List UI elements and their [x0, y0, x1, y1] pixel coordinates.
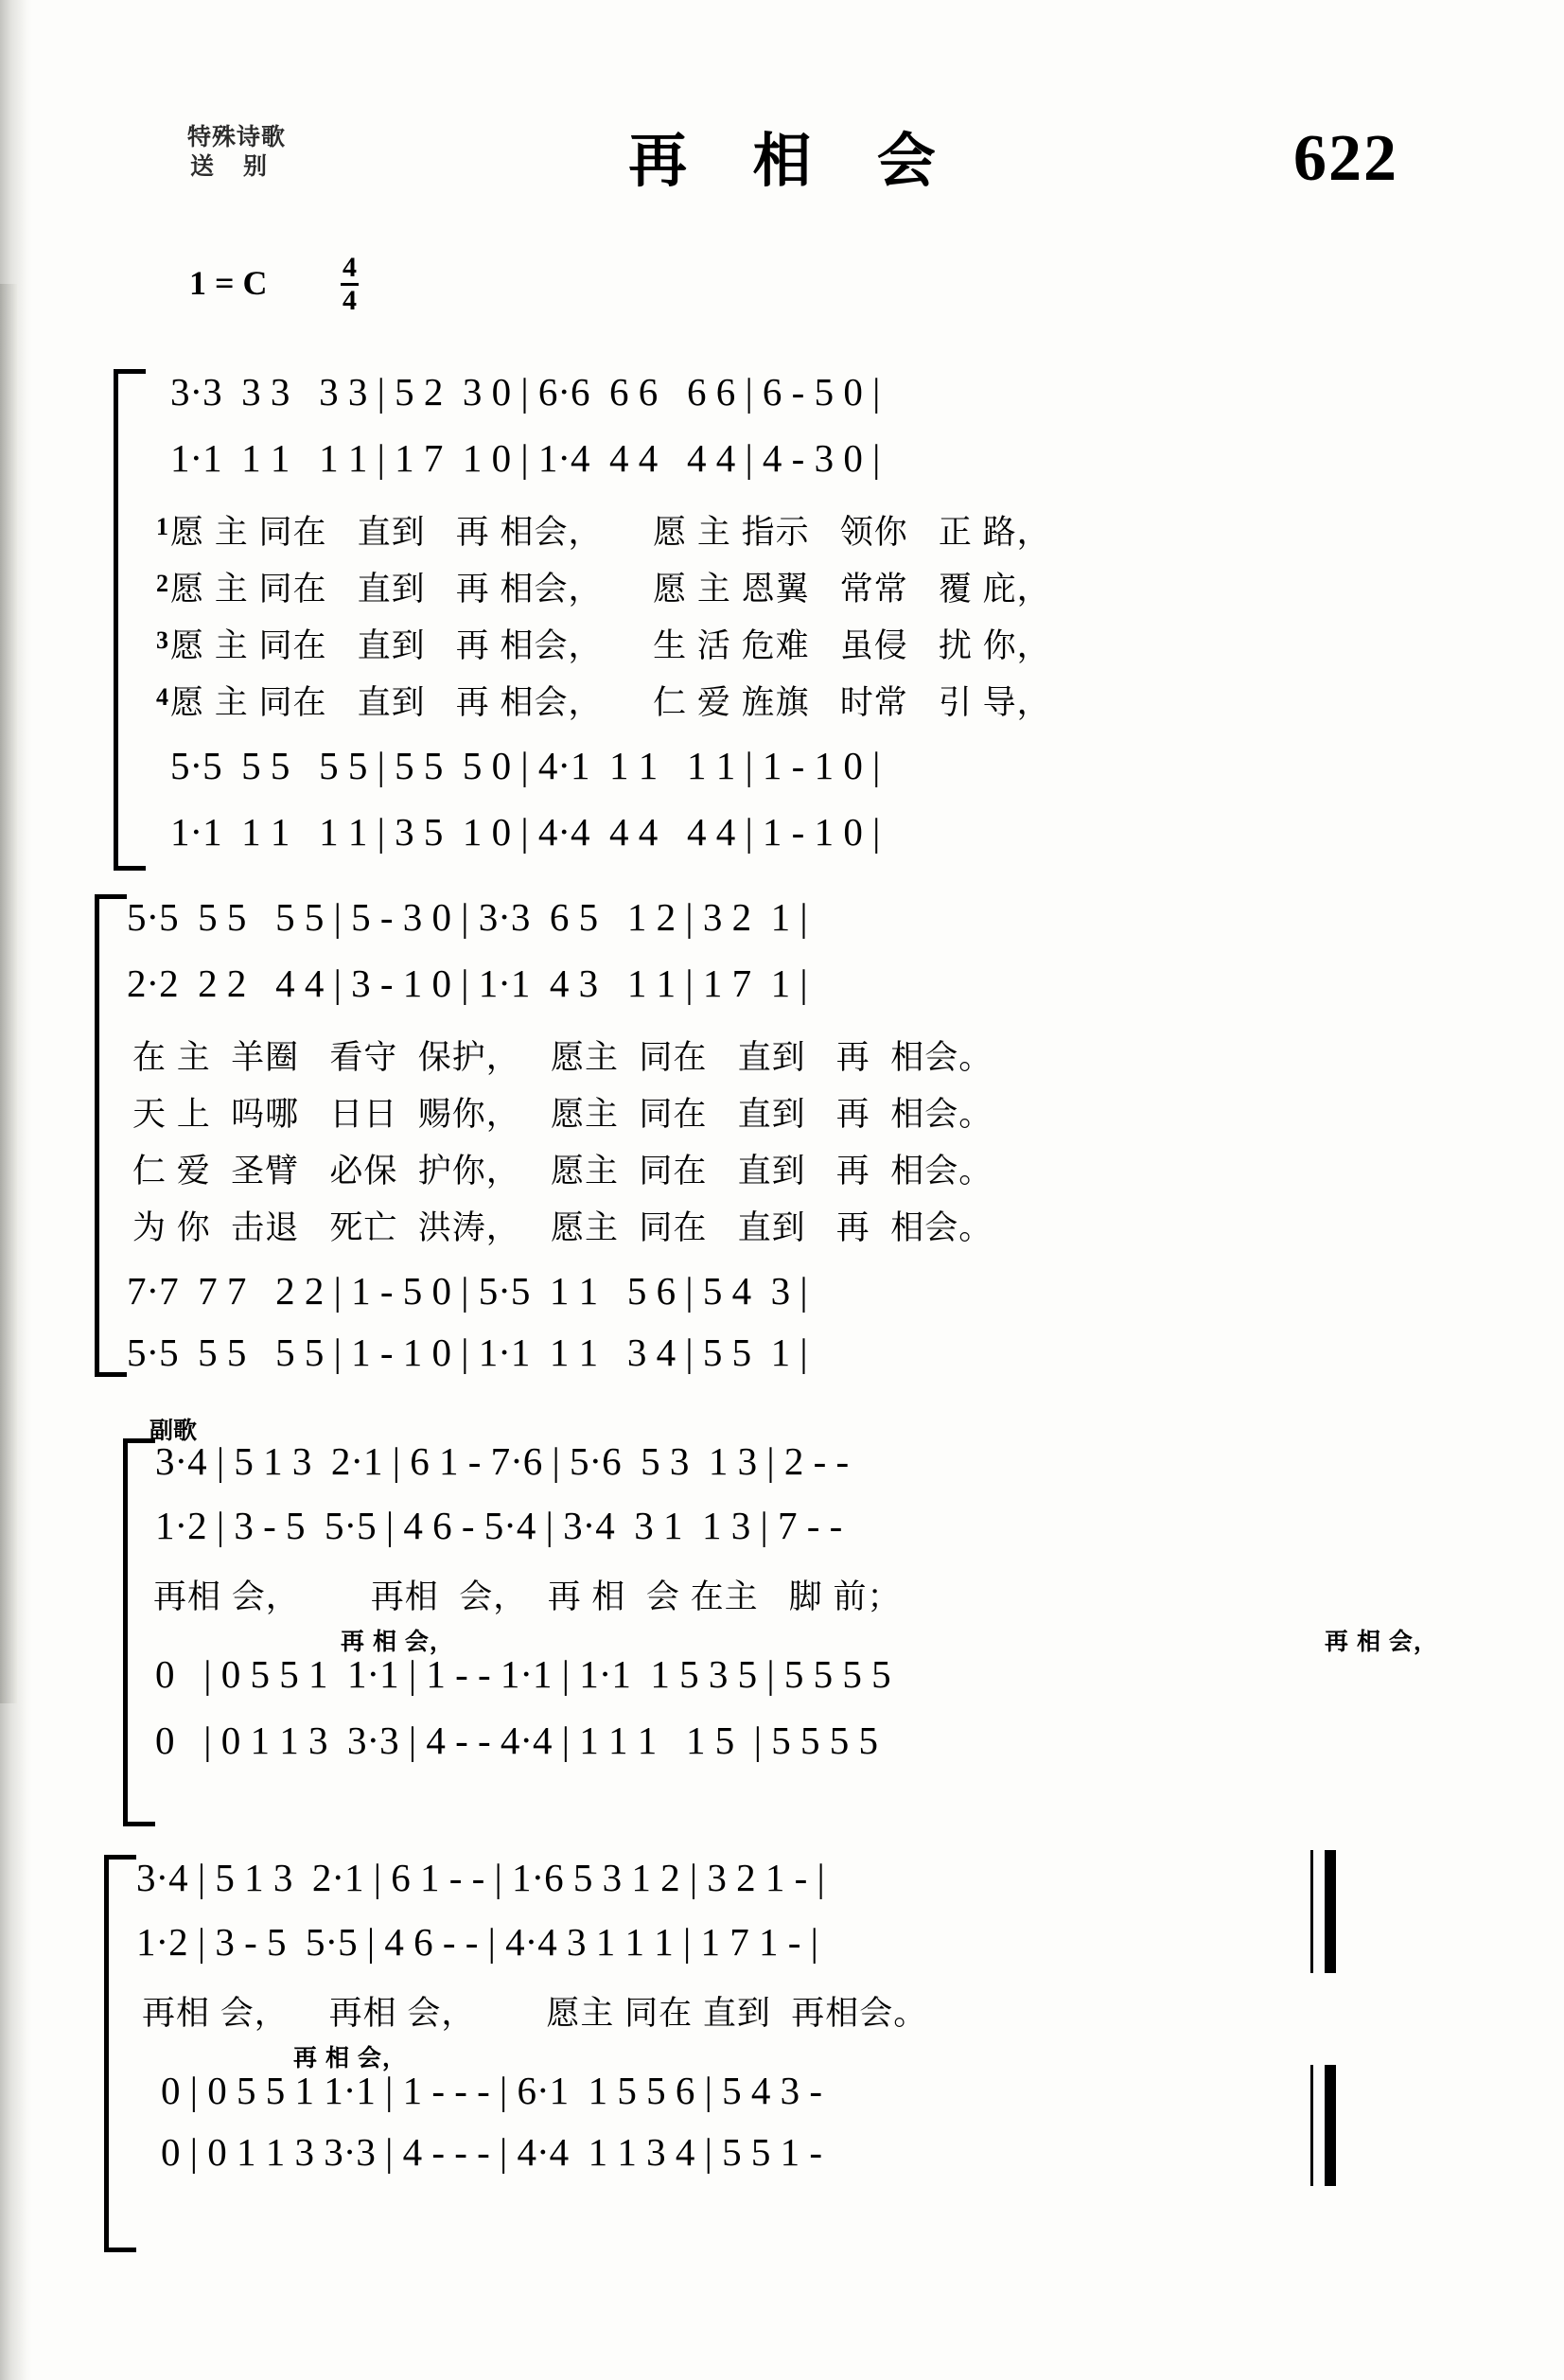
page-title: 再 相 会 [628, 129, 960, 194]
alto-line: 1·1 1 1 1 1 | 1 7 1 0 | 1·4 4 4 4 4 | 4 - 3 0 | [170, 436, 881, 480]
echo-lyric-2: 再 相 会， [1325, 1629, 1438, 1655]
melody-line: 3·3 3 3 3 3 | 5 2 3 0 | 6·6 6 6 6 6 | 6 - 5 0 | [170, 370, 881, 414]
tenor-line: 5·5 5 5 5 5 | 5 5 5 0 | 4·1 1 1 1 1 | 1 - 1 0 | [170, 744, 881, 787]
lyric-verse-2: 愿 主 同在 直到 再 相会， 愿 主 恩翼 常常 覆 庇， [170, 571, 1051, 608]
lyric-verse-4: 愿 主 同在 直到 再 相会， 仁 爱 旌旗 时常 引 导， [170, 684, 1051, 721]
melody-line: 3·4 | 5 1 3 2·1 | 6 1 - - | 1·6 5 3 1 2 | 3 2 1 - | [136, 1856, 825, 1899]
final-barline-thin [1310, 1850, 1313, 1973]
time-signature-numerator: 4 [341, 254, 359, 286]
bass-line: 0 | 0 1 1 3 3·3 | 4 - - - | 4·4 1 1 3 4 | 5 5 1 - [161, 2130, 823, 2174]
tenor-line: 7·7 7 7 2 2 | 1 - 5 0 | 5·5 1 1 5 6 | 5 4 3 | [127, 1269, 808, 1313]
verse-number-4: 4 [156, 683, 168, 711]
key-signature: 1 = C [189, 264, 268, 302]
music-system-4 [104, 1855, 1457, 2262]
system-brace [95, 894, 127, 1377]
lyric-final: 再相 会， 再相 会， 愿主 同在 直到 再相会。 [142, 1995, 928, 2032]
melody-line: 3·4 | 5 1 3 2·1 | 6 1 - 7·6 | 5·6 5 3 1 3 | 2 - - [155, 1439, 850, 1483]
music-system-2 [95, 894, 1448, 1386]
verse-number-1: 1 [156, 513, 168, 540]
bass-line: 5·5 5 5 5 5 | 1 - 1 0 | 1·1 1 1 3 4 | 5 5 1 | [127, 1331, 808, 1374]
tenor-line: 0 | 0 5 5 1 1·1 | 1 - - 1·1 | 1·1 1 5 3 5 | 5 5 5 5 [155, 1652, 891, 1696]
system-brace [104, 1855, 136, 2252]
lyric-verse-1: 在 主 羊圈 看守 保护， 愿主 同在 直到 再 相会。 [132, 1039, 993, 1076]
tenor-line: 0 | 0 5 5 1 1·1 | 1 - - - | 6·1 1 5 5 6 | 5 4 3 - [161, 2069, 823, 2112]
scan-edge-shadow-inner [0, 284, 17, 1703]
music-system-3-chorus [123, 1418, 1476, 1836]
time-signature-denominator: 4 [343, 285, 357, 316]
hymn-number: 622 [1293, 122, 1398, 195]
system-brace [123, 1438, 155, 1826]
final-barline-thick [1325, 1850, 1336, 1973]
bass-line: 1·1 1 1 1 1 | 3 5 1 0 | 4·4 4 4 4 4 | 1 - 1 0 | [170, 810, 881, 854]
lyric-verse-2: 天 上 吗哪 日日 赐你， 愿主 同在 直到 再 相会。 [132, 1096, 993, 1133]
lyric-verse-1: 愿 主 同在 直到 再 相会， 愿 主 指示 领你 正 路， [170, 514, 1051, 551]
echo-lyric-3: 再 相 会， [293, 2045, 407, 2071]
verse-number-2: 2 [156, 570, 168, 597]
final-barline-thin-bottom [1310, 2065, 1313, 2186]
time-signature [341, 254, 359, 315]
system-brace [114, 369, 146, 871]
bass-line: 0 | 0 1 1 3 3·3 | 4 - - 4·4 | 1 1 1 1 5 | 5 5 5 5 [155, 1719, 878, 1762]
echo-lyric-1: 再 相 会， [341, 1629, 454, 1655]
category-line-1: 特殊诗歌 [187, 124, 287, 150]
lyric-verse-4: 为 你 击退 死亡 洪涛， 愿主 同在 直到 再 相会。 [132, 1209, 993, 1246]
verse-number-3: 3 [156, 626, 168, 654]
music-system-1 [114, 369, 1467, 880]
final-barline-thick-bottom [1325, 2065, 1336, 2186]
category-line-2: 送 别 [190, 152, 278, 180]
chorus-label: 副歌 [149, 1418, 198, 1444]
lyric-verse-3: 愿 主 同在 直到 再 相会， 生 活 危难 虽侵 扰 你， [170, 627, 1051, 664]
alto-line: 1·2 | 3 - 5 5·5 | 4 6 - 5·4 | 3·4 3 1 1 3 | 7 - - [155, 1504, 843, 1547]
alto-line: 1·2 | 3 - 5 5·5 | 4 6 - - | 4·4 3 1 1 1 | 1 7 1 - | [136, 1920, 818, 1964]
alto-line: 2·2 2 2 4 4 | 3 - 1 0 | 1·1 4 3 1 1 | 1 7 1 | [127, 961, 808, 1005]
lyric-verse-3: 仁 爱 圣臂 必保 护你， 愿主 同在 直到 再 相会。 [132, 1153, 993, 1190]
melody-line: 5·5 5 5 5 5 | 5 - 3 0 | 3·3 6 5 1 2 | 3 2 1 | [127, 895, 808, 939]
lyric-chorus: 再相 会， 再相 会， 再 相 会 在主 脚 前； [153, 1578, 902, 1615]
